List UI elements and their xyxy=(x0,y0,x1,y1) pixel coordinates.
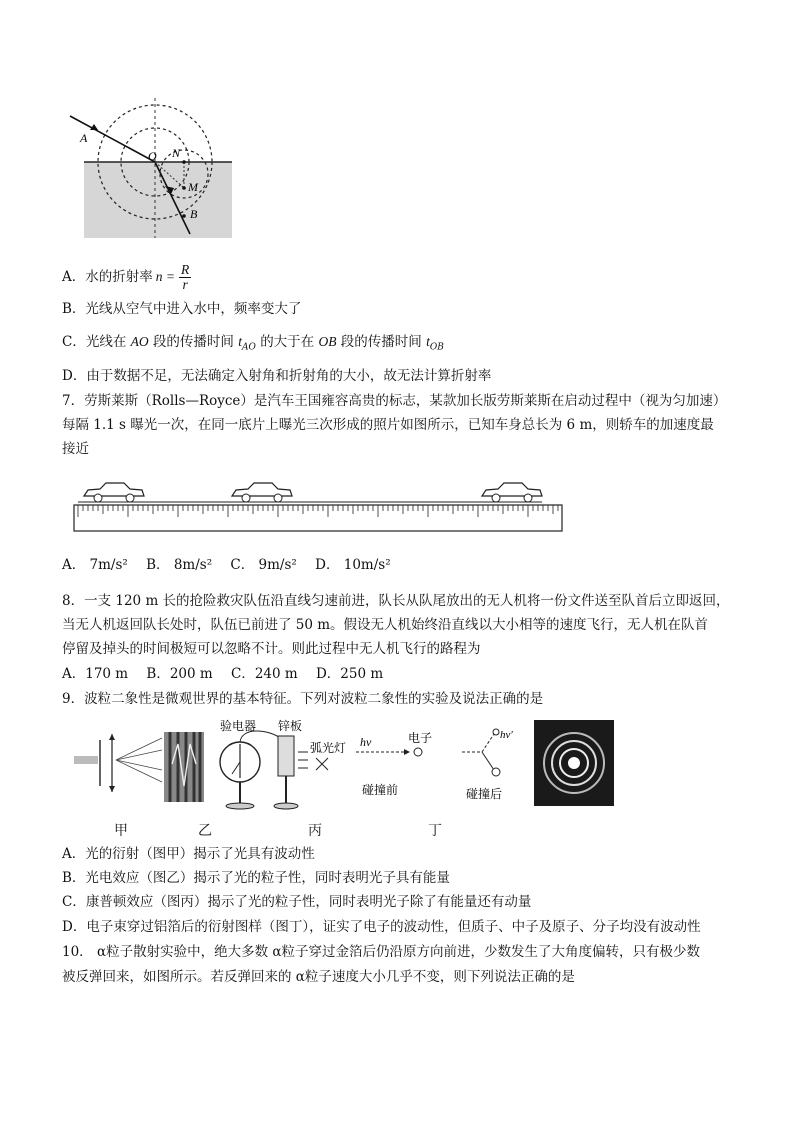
svg-text:弧光灯: 弧光灯 xyxy=(310,741,347,755)
label-a: A xyxy=(80,131,88,145)
label-m: M xyxy=(188,180,198,194)
q7-option-a: A． 7m/s² xyxy=(62,557,128,573)
car-1 xyxy=(84,483,144,502)
q10-stem-line1: 10． α粒子散射实验中，绝大多数 α粒子穿过金箔后仍沿原方向前进，少数发生了大角度偏转，只有极少数 xyxy=(62,944,700,960)
q7-stem-line1: 7．劳斯莱斯（Rolls—Royce）是汽车王国雍容高贵的标志，某款加长版劳斯莱斯在启动过程中（视为匀加速） xyxy=(62,393,727,409)
svg-text:电子: 电子 xyxy=(408,731,433,745)
caption-bing: 丙 xyxy=(308,823,322,839)
svg-text:hν: hν xyxy=(360,735,372,749)
diffraction-setup xyxy=(74,732,204,802)
compton-setup xyxy=(356,729,513,801)
q9-option-d: D．电子束穿过铝箔后的衍射图样（图丁），证实了电子的波动性，但质子、中子及原子、分子均没有波动性 xyxy=(62,919,701,935)
q10-stem-line2: 被反弹回来，如图所示。若反弹回来的 α粒子速度大小几乎不变，则下列说法正确的是 xyxy=(62,969,575,985)
wave-particle-figures xyxy=(70,716,630,816)
q7-options xyxy=(62,556,405,574)
photoelectric-setup xyxy=(220,718,346,809)
fraction: $\frac{R}{r}$ xyxy=(181,261,190,292)
q6-option-a: A．水的折射率 n = $\frac{R}{r}$ xyxy=(62,261,190,292)
q9-option-c: C．康普顿效应（图丙）揭示了光的粒子性，同时表明光子除了有能量还有动量 xyxy=(62,894,532,910)
svg-text:碰撞前: 碰撞前 xyxy=(362,783,399,797)
label-o: O xyxy=(148,149,157,163)
q7-stem-line3: 接近 xyxy=(62,441,89,457)
svg-text:验电器: 验电器 xyxy=(220,719,257,733)
caption-jia: 甲 xyxy=(114,823,128,839)
point-m xyxy=(182,186,186,190)
q8-option-b: B．200 m xyxy=(146,666,213,682)
caption-yi: 乙 xyxy=(198,823,212,839)
electron-diffraction-rings xyxy=(534,720,614,806)
q7-option-d: D． 10m/s² xyxy=(315,557,391,573)
water-region xyxy=(84,162,232,238)
q9-option-b: B．光电效应（图乙）揭示了光的粒子性，同时表明光子具有能量 xyxy=(62,870,450,886)
point-n xyxy=(182,160,186,164)
q9-stem: 9．波粒二象性是微观世界的基本特征。下列对波粒二象性的实验及说法正确的是 xyxy=(62,691,544,707)
label-n: N xyxy=(172,146,181,160)
svg-text:锌板: 锌板 xyxy=(278,719,303,733)
svg-text:碰撞后: 碰撞后 xyxy=(466,787,503,801)
q8-option-d: D．250 m xyxy=(315,666,384,682)
q7-option-b: B． 8m/s² xyxy=(146,557,213,573)
q8-option-c: C．240 m xyxy=(230,666,298,682)
q8-option-a: A．170 m xyxy=(62,666,129,682)
q6-option-c: C．光线在 AO 段的传播时间 $t_{AO}$ 的大于在 OB 段的传播时间 $t_{OB}$ xyxy=(62,334,444,353)
car-3 xyxy=(482,483,542,502)
caption-ding: 丁 xyxy=(428,823,442,839)
car-ruler-figure xyxy=(72,472,566,534)
q8-stem-line1: 8．一支 120 m 长的抢险救灾队伍沿直线匀速前进，队长从队尾放出的无人机将一份文件送至队首后立即返回， xyxy=(62,593,730,609)
q8-stem-line2: 当无人机返回队长处时，队伍已前进了 50 m。假设无人机始终沿直线以大小相等的速度飞行，无人机在队首 xyxy=(62,617,709,633)
q7-stem-line2: 每隔 1.1 s 曝光一次，在同一底片上曝光三次形成的照片如图所示，已知车身总长为 6 m，则轿车的加速度最 xyxy=(62,417,714,433)
q6-option-d: D．由于数据不足，无法确定入射角和折射角的大小，故无法计算折射率 xyxy=(62,368,492,384)
q6-option-b: B．光线从空气中进入水中，频率变大了 xyxy=(62,301,302,317)
q7-option-c: C． 9m/s² xyxy=(230,557,297,573)
label-b: B xyxy=(190,207,198,221)
q8-options xyxy=(62,665,397,683)
refraction-figure xyxy=(64,98,232,238)
car-2 xyxy=(232,483,292,502)
point-b xyxy=(182,214,186,218)
svg-text:hν′: hν′ xyxy=(500,729,513,741)
q8-stem-line3: 停留及掉头的时间极短可以忽略不计。则此过程中无人机飞行的路程为 xyxy=(62,641,481,657)
zinc-plate xyxy=(278,736,294,776)
q9-option-a: A．光的衍射（图甲）揭示了光具有波动性 xyxy=(62,846,315,862)
